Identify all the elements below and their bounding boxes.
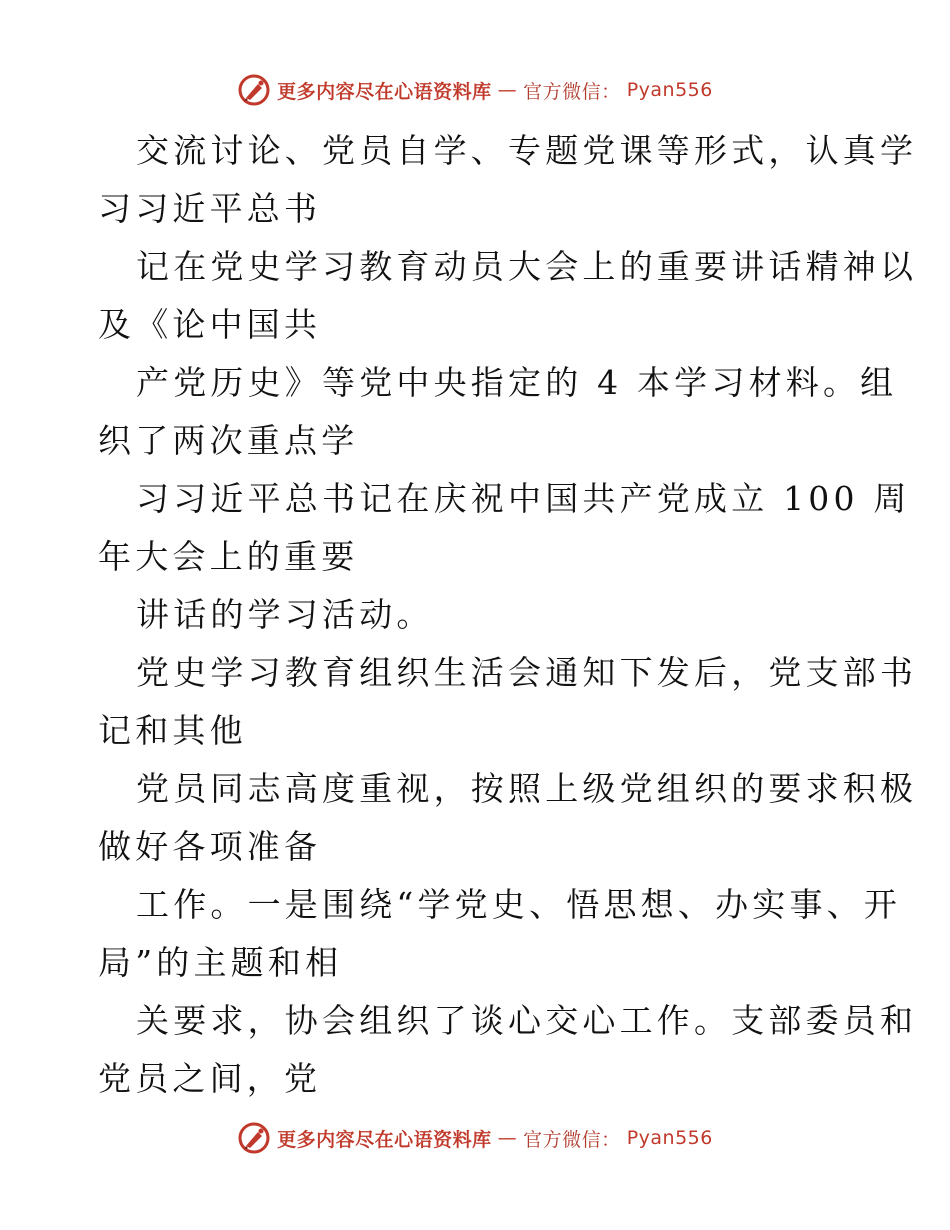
banner-separator: — [497,79,518,101]
pen-logo-icon [237,1121,271,1155]
body-line: 习习近平总书 [98,189,322,228]
body-line: 党史学习教育组织生活会通知下发后，党支部书 [136,653,918,692]
body-line: 习习近平总书记在庆祝中国共产党成立 100 周 [136,479,911,518]
banner-wechat-label: 官方微信： [523,1128,621,1151]
banner-wechat-id: Pyan556 [626,79,713,101]
body-line: 织了两次重点学 [98,421,359,460]
body-line: 关要求，协会组织了谈心交心工作。支部委员和 [136,1001,918,1040]
pen-logo-icon [237,73,271,107]
body-line: 产党历史》等党中央指定的 4 本学习材料。组 [136,363,898,402]
banner-wechat-id: Pyan556 [626,1127,713,1149]
body-line: 工作。一是围绕“学党史、悟思想、办实事、开 [136,885,902,924]
document-body [98,122,918,1108]
banner-main-text: 更多内容尽在心语资料库 [277,80,492,103]
body-line: 记在党史学习教育动员大会上的重要讲话精神以 [136,247,918,286]
body-line: 交流讨论、党员自学、专题党课等形式，认真学 [136,131,918,170]
banner-separator: — [497,1127,518,1149]
body-line: 年大会上的重要 [98,537,359,576]
footer-banner [0,1118,950,1158]
body-line: 记和其他 [98,711,247,750]
body-line: 党员同志高度重视，按照上级党组织的要求积极 [136,769,918,808]
body-line: 及《论中国共 [98,305,322,344]
banner-main-text: 更多内容尽在心语资料库 [277,1128,492,1151]
body-line: 党员之间，党 [98,1059,322,1098]
body-line: 局”的主题和相 [98,943,343,982]
body-line: 做好各项准备 [98,827,322,866]
header-banner [0,70,950,110]
banner-wechat-label: 官方微信： [523,80,621,103]
body-line: 讲话的学习活动。 [136,595,434,634]
